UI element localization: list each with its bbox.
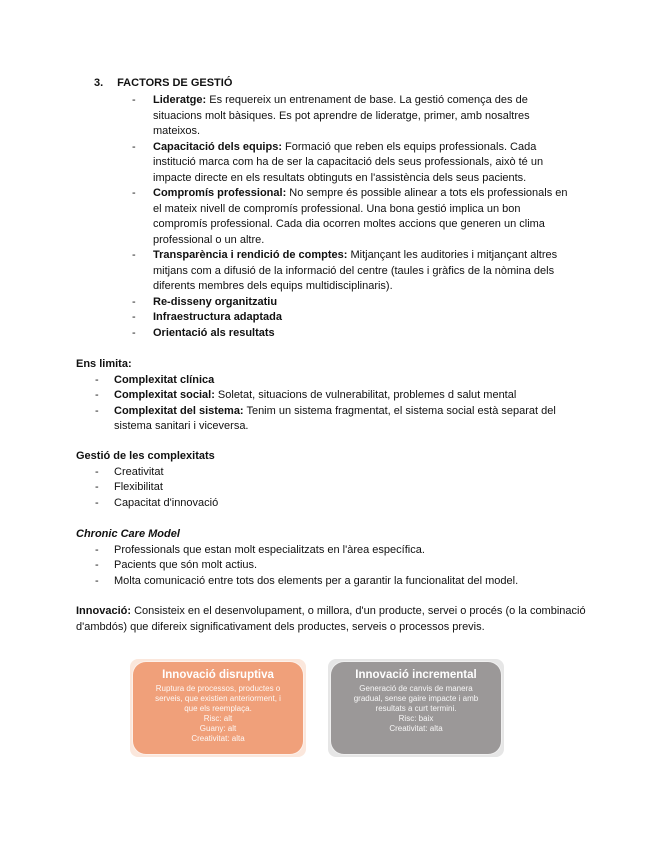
list-item: - Transparència i rendició de comptes: Mitjançant les auditories i mitjançant altres mitjans com a difusió de la informació del centre (taules i gràfics de la nòmina dels diferents membres dels equips multidisciplinaris). xyxy=(132,249,558,292)
item-text: Es requereix un entrenament de base. La gestió comença des de situacions molt bàsiques. Es pot aprendre de lideratge, primer, amb nosaltres mateixos. xyxy=(153,94,530,137)
item-text: Formació que reben els equips professionals. Cada institució marca com ha de ser la capacitació dels seus professionals, això té un impacte directe en els resultats obtinguts en l'assistència dels seus pacients. xyxy=(153,140,544,184)
item-text: Molta comunicació entre tots dos elements per a garantir la funcionalitat del model. xyxy=(114,574,519,587)
item-label: Transparència i rendició de comptes: xyxy=(153,249,348,261)
item-label: Compromís professional: xyxy=(153,187,287,199)
card-line: serveis, que existien anteriorment, i xyxy=(155,694,281,703)
complexity-list xyxy=(76,465,576,512)
item-label: Lideratge: xyxy=(153,94,207,106)
factors-list xyxy=(132,93,572,341)
card-line: que els reemplaça. xyxy=(184,704,252,713)
card-line: Risc: alt xyxy=(203,714,233,723)
list-item: - Lideratge: Es requereix un entrenament de base. La gestió comença des de situacions molt bàsiques. Es pot aprendre de lideratge, primer, amb nosaltres mateixos. xyxy=(132,94,530,137)
item-text: Mitjançant les auditories i mitjançant altres mitjans com a difusió de la informació del centre (taules i gràfics de la nòmina dels diferents membres dels equips multidisciplinaris). xyxy=(153,249,558,292)
list-item: - Professionals que estan molt especialitzats en l'àrea específica. xyxy=(95,543,425,556)
item-text: Tenim un sistema fragmentat, el sistema social està separat del sistema sanitari i viceversa. xyxy=(114,404,556,432)
list-item: - Complexitat del sistema: Tenim un sistema fragmentat, el sistema social està separat del sistema sanitari i viceversa. xyxy=(95,404,556,432)
list-item: - Capacitat d'innovació xyxy=(95,496,219,509)
complexity-section xyxy=(76,449,576,511)
card-title: Innovació disruptiva xyxy=(162,669,274,681)
innovation-cards xyxy=(130,659,505,760)
section-title: FACTORS DE GESTIÓ xyxy=(117,77,233,89)
item-label: Complexitat clínica xyxy=(114,373,215,386)
innovation-text: Consisteix en el desenvolupament, o millora, d'un producte, servei o procés (o la combinació d'ambdós) que difereix significativament dels productes, serveis o processos previs. xyxy=(76,605,586,633)
section-heading xyxy=(94,76,232,92)
list-item: - Orientació als resultats xyxy=(132,326,275,339)
item-label: Capacitació dels equips: xyxy=(153,140,282,153)
card-line: resultats a curt termini. xyxy=(375,704,457,713)
ccm-title: Chronic Care Model xyxy=(76,528,180,540)
complexity-title: Gestió de les complexitats xyxy=(76,450,215,462)
innovation-paragraph xyxy=(76,604,586,635)
list-item: - Re-disseny organitzatiu xyxy=(132,295,278,308)
list-item: - Compromís professional: No sempre és possible alinear a tots els professionals en el mateix nivell de compromís professional. Una bona gestió implica un bon compromís professional. Cada dia ocorren moltes accions que generen un clima professional o un altre. xyxy=(132,187,568,246)
list-item: - Capacitació dels equips: Formació que reben els equips professionals. Cada institució marca com ha de ser la capacitació dels seus professionals, això té un impacte directe en els resultats obtinguts en l'assistència dels seus pacients. xyxy=(132,140,544,184)
list-item: - Flexibilitat xyxy=(95,481,163,493)
disruptive-innovation-card xyxy=(130,659,306,757)
list-item: - Creativitat xyxy=(95,465,164,478)
section-number: 3. xyxy=(94,77,104,89)
item-label: Orientació als resultats xyxy=(153,326,275,339)
item-label: Re-disseny organitzatiu xyxy=(153,295,278,308)
incremental-innovation-card xyxy=(328,659,504,757)
item-label: Complexitat del sistema: xyxy=(114,404,244,417)
item-text: No sempre és possible alinear a tots els professionals en el mateix nivell de compromís professional. Una bona gestió implica un bon compromís professional. Cada dia ocorren moltes accions que generen un clima professional o un altre. xyxy=(153,187,568,246)
list-item: - Pacients que són molt actius. xyxy=(95,559,258,571)
item-text: Creativitat xyxy=(114,465,164,478)
list-item: - Infraestructura adaptada xyxy=(132,311,282,323)
item-text: Soletat, situacions de vulnerabilitat, problemes d salut mental xyxy=(214,389,517,401)
item-text: Pacients que són molt actius. xyxy=(114,559,258,571)
card-line: gradual, sense gaire impacte i amb xyxy=(353,694,479,703)
item-label: Complexitat social: xyxy=(114,389,215,401)
item-text: Professionals que estan molt especialitzats en l'àrea específica. xyxy=(114,543,425,556)
ccm-section xyxy=(76,527,576,589)
list-item: - Complexitat social: Soletat, situacions de vulnerabilitat, problemes d salut mental xyxy=(95,389,517,401)
card-line: Generació de canvis de manera xyxy=(359,684,473,693)
list-item: - Complexitat clínica xyxy=(95,373,215,386)
card-title: Innovació incremental xyxy=(355,669,477,681)
card-line: Guany: alt xyxy=(199,724,237,733)
limits-title: Ens limita: xyxy=(76,358,132,370)
limits-section xyxy=(76,357,576,435)
innovation-label: Innovació: xyxy=(76,605,132,617)
limits-list xyxy=(76,373,576,435)
item-text: Flexibilitat xyxy=(114,481,163,493)
ccm-list xyxy=(76,543,576,590)
item-text: Capacitat d'innovació xyxy=(114,496,219,509)
list-item: - Molta comunicació entre tots dos elements per a garantir la funcionalitat del model. xyxy=(95,574,519,587)
card-line: Ruptura de processos, productes o xyxy=(155,684,281,693)
card-line: Creativitat: alta xyxy=(389,724,443,733)
item-label: Infraestructura adaptada xyxy=(153,311,282,323)
card-line: Creativitat: alta xyxy=(191,734,245,743)
card-line: Risc: baix xyxy=(398,714,434,723)
